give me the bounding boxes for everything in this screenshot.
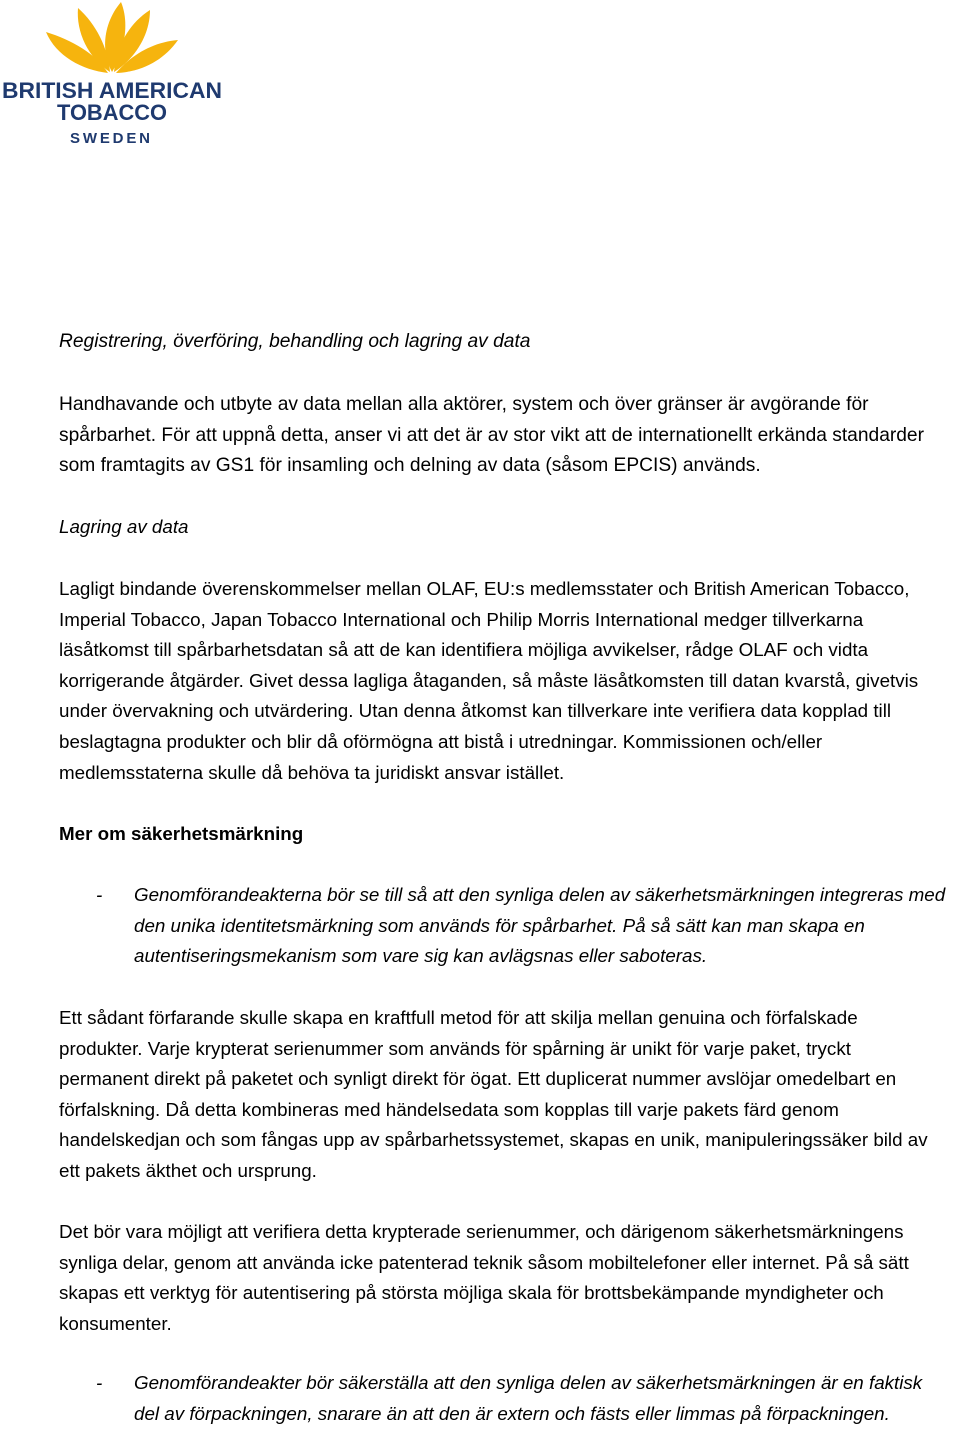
paragraph-line: Ett sådant förfarande skulle skapa en kraftfull metod för att skilja mellan genuina och förfalskade — [59, 1007, 858, 1028]
company-logo — [0, 0, 232, 150]
paragraph-line: permanent direkt på paketet och synligt direkt för ögat. Ett duplicerat nummer avslöjar omedelbart en — [59, 1068, 897, 1090]
paragraph-line: skapas ett verktyg för autentisering på största möjliga skala för brottsbekämpande myndigheter och — [59, 1282, 884, 1304]
paragraph-line: läsåtkomst till spårbarhetsdatan så att de kan identifiera möjliga avvikelser, rådge OLAF och vidta — [59, 639, 869, 661]
paragraph-line: under övervakning och utvärdering. Utan denna åtkomst kan tillverkare inte verifiera data kopplad till — [59, 700, 892, 722]
paragraph-line: ett pakets äkthet och ursprung. — [59, 1159, 317, 1181]
paragraph-line: spårbarhet. För att uppnå detta, anser vi att det är av stor vikt att de internationellt erkända standarder — [59, 424, 924, 446]
bullet-text — [134, 1368, 922, 1429]
company-logo-graphic — [0, 0, 232, 150]
leaf-emblem-icon — [46, 2, 178, 73]
section-heading-text: Mer om säkerhetsmärkning — [59, 823, 304, 844]
section-heading-security-marking — [59, 819, 303, 850]
bullet-list-item — [96, 880, 945, 972]
paragraph-line: som framtagits av GS1 för insamling och delning av data (såsom EPCIS) används. — [59, 455, 761, 477]
bullet-text — [134, 880, 945, 972]
paragraph-line: korrigerande åtgärder. Givet dessa lagliga åtaganden, så måste läsåtkomsten till datan kvarstå, givetvis — [59, 669, 919, 691]
bullet-text-line: Genomförandeakter bör säkerställa att den synliga delen av säkerhetsmärkningen är en faktisk — [134, 1372, 923, 1393]
paragraph-line: Handhavande och utbyte av data mellan alla aktörer, system och över gränser är avgörande för — [59, 394, 869, 415]
paragraph-data-exchange — [59, 390, 924, 482]
paragraph-line: beslagtagna produkter och blir då oförmögna att bistå i utredningar. Kommissionen och/eller — [59, 730, 823, 752]
paragraph-line: synliga delar, genom att använda icke patenterad teknik såsom mobiltelefoner eller internet. På så sätt — [59, 1251, 909, 1273]
bullet-text-line: autentiseringsmekanism som vare sig kan avlägsnas eller saboteras. — [134, 945, 708, 967]
paragraph-line: konsumenter. — [59, 1312, 172, 1334]
paragraph-verification-method — [59, 1003, 928, 1187]
bullet-text-line: del av förpackningen, snarare än att den är extern och fästs eller limmas på förpackningen. — [134, 1402, 890, 1424]
paragraph-line: Lagligt bindande överenskommelser mellan OLAF, EU:s medlemsstater och British American Tobacco, — [59, 578, 910, 599]
section-heading-data-handling — [59, 327, 530, 358]
bullet-list-item — [96, 1368, 922, 1429]
paragraph-line: förfalskning. Då detta kombineras med händelsedata som kopplas till varje pakets färd genom — [59, 1098, 839, 1120]
bullet-text-line: den unika identitetsmärkning som används för spårbarhet. På så sätt kan man skapa en — [134, 914, 865, 936]
paragraph-data-storage — [59, 574, 918, 788]
logo-text-line2: TOBACCO — [57, 100, 167, 125]
paragraph-line: medlemsstaterna skulle då behöva ta juridiskt ansvar istället. — [59, 761, 565, 783]
section-heading-data-storage — [59, 512, 188, 543]
paragraph-line: Det bör vara möjligt att verifiera detta krypterade serienummer, och därigenom säkerhetsmärkningens — [59, 1221, 904, 1242]
section-heading-text: Registrering, överföring, behandling och lagring av data — [59, 331, 531, 352]
section-heading-text: Lagring av data — [59, 516, 189, 537]
paragraph-line: Imperial Tobacco, Japan Tobacco International och Philip Morris International medger tillverkarna — [59, 608, 864, 630]
logo-text-line3: SWEDEN — [70, 130, 150, 147]
logo-text-line1: BRITISH AMERICAN — [2, 78, 222, 103]
bullet-marker: - — [96, 1372, 103, 1393]
paragraph-authentication — [59, 1217, 909, 1339]
paragraph-line: produkter. Varje krypterat serienummer som används för spårning är unikt för varje paket, tryckt — [59, 1037, 851, 1059]
paragraph-line: handelskedjan och som fångas upp av spårbarhetssystemet, skapas en unik, manipuleringssäker bild av — [59, 1129, 928, 1151]
bullet-marker: - — [96, 884, 103, 905]
bullet-text-line: Genomförandeakterna bör se till så att den synliga delen av säkerhetsmärkningen integreras med — [134, 884, 946, 905]
